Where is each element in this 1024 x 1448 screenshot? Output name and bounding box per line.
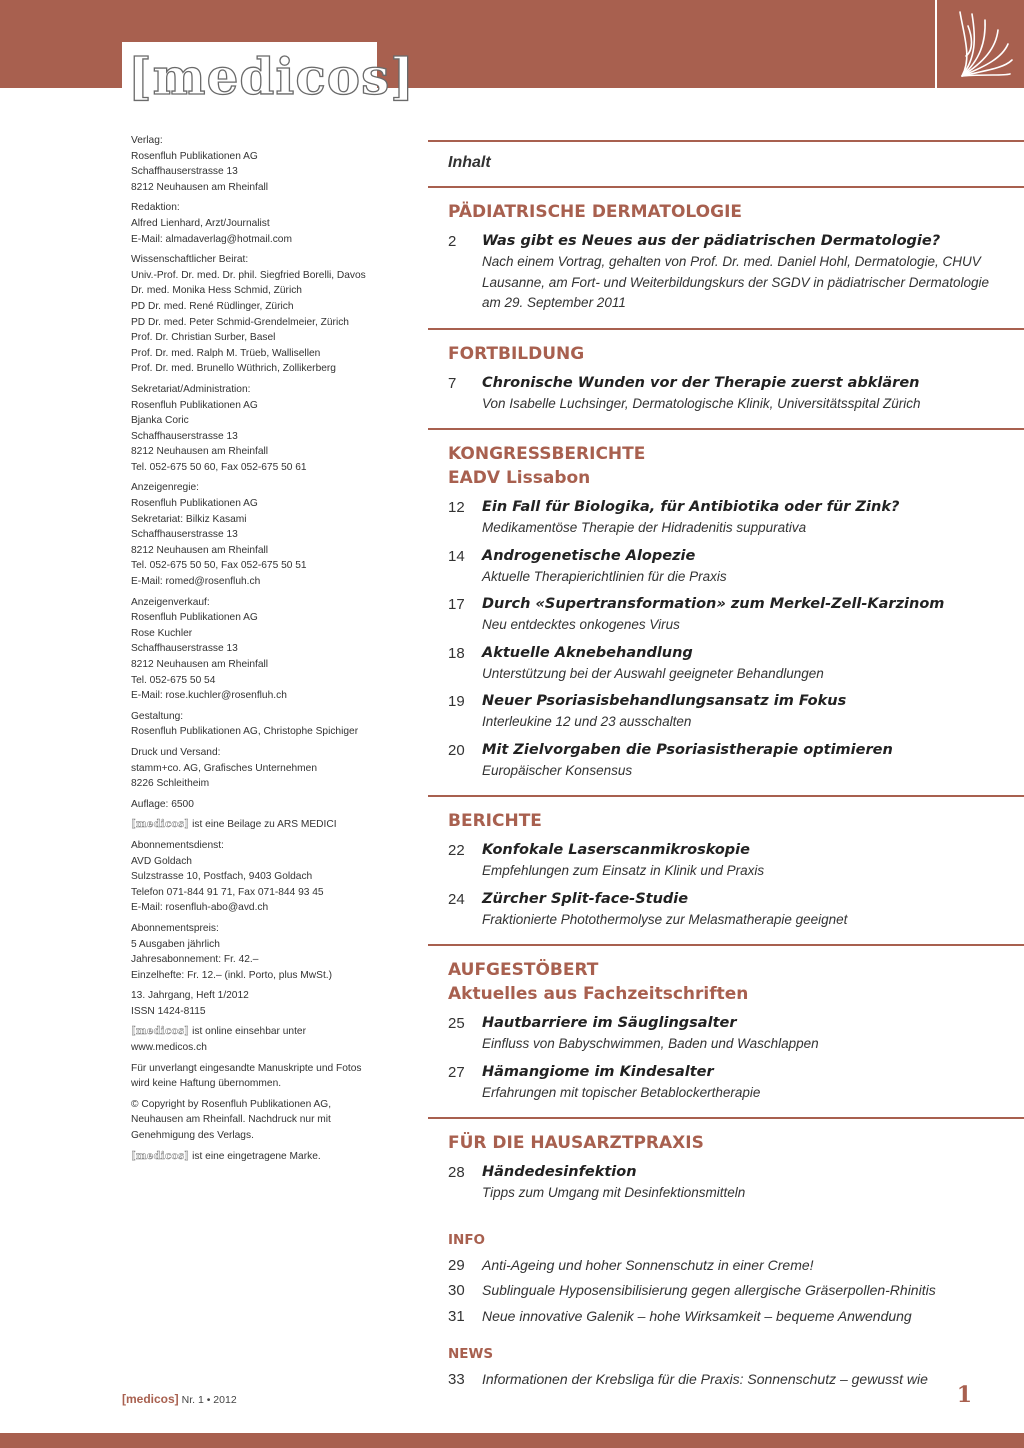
section-divider xyxy=(428,140,1024,142)
toc-section xyxy=(428,1119,1024,1218)
imprint-text: ist eine eingetragene Marke. xyxy=(192,1150,321,1162)
entry-title: Ein Fall für Biologika, für Antibiotika oder für Zink? xyxy=(482,499,900,515)
entry-page-number: 2 xyxy=(448,233,457,250)
toc-entry xyxy=(428,740,1024,782)
imprint-line: Neuhausen am Rheinfall. Nachdruck nur mit xyxy=(131,1114,331,1126)
imprint-line: Prof. Dr. med. Brunello Wüthrich, Zollikerberg xyxy=(131,363,336,375)
section-title: FÜR DIE HAUSARZTPRAXIS xyxy=(448,1133,704,1153)
entry-page-number: 22 xyxy=(448,842,465,859)
imprint-line: Bjanka Coric xyxy=(131,415,189,427)
info-section xyxy=(428,1218,1024,1327)
entry-page-number: 31 xyxy=(448,1307,465,1325)
medicos-logo: [medicos] xyxy=(128,47,415,106)
imprint-line: E-Mail: romed@rosenfluh.ch xyxy=(131,576,261,588)
imprint-line: Univ.-Prof. Dr. med. Dr. phil. Siegfried Borelli, Davos xyxy=(131,269,366,281)
entry-page-number: 12 xyxy=(448,499,465,516)
imprint-block xyxy=(131,797,391,813)
imprint-line: Schaffhauserstrasse 13 xyxy=(131,529,238,541)
entry-subtitle: Unterstützung bei der Auswahl geeigneter Behandlungen xyxy=(482,665,824,681)
imprint-line: Sekretariat: Bilkiz Kasami xyxy=(131,513,247,525)
imprint-block xyxy=(131,1097,391,1144)
imprint-block xyxy=(131,382,391,476)
news-title: NEWS xyxy=(448,1346,494,1362)
entry-page-number: 14 xyxy=(448,547,465,565)
imprint-block xyxy=(131,133,391,195)
toc-section xyxy=(428,946,1024,1117)
imprint-logo-line xyxy=(131,1024,391,1040)
table-of-contents xyxy=(428,140,1024,1390)
imprint-line: 5 Ausgaben jährlich xyxy=(131,938,220,950)
entry-page-number: 19 xyxy=(448,693,465,710)
toc-entry xyxy=(428,594,1024,636)
imprint-logo-line xyxy=(131,1149,391,1165)
entry-title: Aktuelle Aknebehandlung xyxy=(482,644,693,661)
entry-subtitle: Aktuelle Therapierichtlinien für die Praxis xyxy=(482,568,727,584)
entry-page-number: 29 xyxy=(448,1256,465,1274)
imprint-line: Anzeigenverkauf: xyxy=(131,596,210,608)
imprint-line: Einzelhefte: Fr. 12.– (inkl. Porto, plus MwSt.) xyxy=(131,969,332,981)
imprint-line: Wissenschaftlicher Beirat: xyxy=(131,254,249,266)
toc-entry xyxy=(428,840,1024,882)
entry-page-number: 18 xyxy=(448,644,465,662)
entry-page-number: 20 xyxy=(448,741,465,759)
imprint-line: 8212 Neuhausen am Rheinfall xyxy=(131,659,269,670)
toc-entry xyxy=(428,546,1024,588)
imprint-line: Prof. Dr. med. Ralph M. Trüeb, Wallisellen xyxy=(131,347,321,359)
imprint-line: Schaffhauserstrasse 13 xyxy=(131,166,238,178)
info-title: INFO xyxy=(448,1231,486,1248)
toc-entry xyxy=(428,373,1024,415)
entry-subtitle: Einfluss von Babyschwimmen, Baden und Waschlappen xyxy=(482,1036,819,1051)
info-entry xyxy=(428,1255,1024,1276)
imprint-line: Sekretariat/Administration: xyxy=(131,383,251,395)
entry-subtitle: Europäischer Konsensus xyxy=(482,762,633,778)
imprint-block xyxy=(131,252,391,377)
imprint-column xyxy=(131,133,391,1169)
section-title: BERICHTE xyxy=(448,811,542,831)
imprint-line: PD Dr. med. René Rüdlinger, Zürich xyxy=(131,300,294,312)
imprint-line: Tel. 052-675 50 50, Fax 052-675 50 51 xyxy=(131,560,307,572)
imprint-line: Abonnementsdienst: xyxy=(131,839,224,851)
imprint-block xyxy=(131,200,391,247)
imprint-line: Alfred Lienhard, Arzt/Journalist xyxy=(131,217,270,229)
entry-title: Chronische Wunden vor der Therapie zuerst abklären xyxy=(482,374,920,391)
footer xyxy=(122,1392,237,1406)
fan-emblem-icon xyxy=(952,6,1014,82)
entry-title: Neuer Psoriasisbehandlungsansatz im Fokus xyxy=(482,693,847,709)
logo-box xyxy=(122,42,415,112)
imprint-line: Auflage: 6500 xyxy=(131,798,194,810)
entry-subtitle: Tipps zum Umgang mit Desinfektionsmitteln xyxy=(482,1185,746,1200)
imprint-block xyxy=(131,921,391,983)
entry-text: Informationen der Krebsliga für die Praxis: Sonnenschutz – gewusst wie xyxy=(482,1371,928,1387)
imprint-line: 8212 Neuhausen am Rheinfall xyxy=(131,181,269,193)
entry-subtitle: Neu entdecktes onkogenes Virus xyxy=(482,617,680,632)
imprint-line: E-Mail: rose.kuchler@rosenfluh.ch xyxy=(131,690,287,702)
imprint-line: Rose Kuchler xyxy=(131,627,193,639)
imprint-block xyxy=(131,1149,391,1165)
entry-title: Was gibt es Neues aus der pädiatrischen Dermatologie? xyxy=(482,233,941,249)
imprint-block xyxy=(131,988,391,1019)
news-entry xyxy=(428,1369,1024,1390)
entry-page-number: 7 xyxy=(448,374,457,392)
entry-title: Hautbarriere im Säuglingsalter xyxy=(482,1015,737,1031)
entry-subtitle: Medikamentöse Therapie der Hidradenitis suppurativa xyxy=(482,520,807,535)
imprint-line: Tel. 052-675 50 54 xyxy=(131,674,216,686)
imprint-line: 8226 Schleitheim xyxy=(131,778,210,790)
mini-medicos-logo: [medicos] xyxy=(131,819,190,831)
imprint-line: PD Dr. med. Peter Schmid-Grendelmeier, Zürich xyxy=(131,316,349,328)
imprint-line: Abonnementspreis: xyxy=(131,922,219,934)
imprint-block xyxy=(131,595,391,704)
entry-text: Anti-Ageing und hoher Sonnenschutz in einer Creme! xyxy=(482,1256,814,1273)
imprint-block xyxy=(131,480,391,589)
section-title: Aktuelles aus Fachzeitschriften xyxy=(448,984,749,1004)
section-title: FORTBILDUNG xyxy=(448,343,585,364)
entry-page-number: 33 xyxy=(448,1371,465,1388)
imprint-block xyxy=(131,838,391,916)
news-section xyxy=(428,1326,1024,1390)
imprint-line: Gestaltung: xyxy=(131,710,184,722)
info-entry xyxy=(428,1306,1024,1327)
imprint-line: Genehmigung des Verlags. xyxy=(131,1130,254,1142)
imprint-line: Rosenfluh Publikationen AG xyxy=(131,399,258,411)
toc-entry xyxy=(428,497,1024,539)
imprint-line: © Copyright by Rosenfluh Publikationen AG, xyxy=(131,1098,332,1110)
entry-page-number: 24 xyxy=(448,890,465,908)
imprint-line: Druck und Versand: xyxy=(131,746,221,758)
imprint-line: Tel. 052-675 50 60, Fax 052-675 50 61 xyxy=(131,461,307,473)
imprint-line: Rosenfluh Publikationen AG, Christophe Spichiger xyxy=(131,726,359,738)
imprint-line: www.medicos.ch xyxy=(131,1042,207,1054)
toc-entry xyxy=(428,231,1024,314)
toc-section xyxy=(428,797,1024,944)
info-entry xyxy=(428,1280,1024,1301)
mini-medicos-logo: [medicos] xyxy=(131,1026,190,1038)
imprint-line: 8212 Neuhausen am Rheinfall xyxy=(131,544,269,556)
toc-entry xyxy=(428,691,1024,733)
entry-text: Sublinguale Hyposensibilisierung gegen allergische Gräserpollen-Rhinitis xyxy=(482,1282,936,1298)
imprint-text: ist eine Beilage zu ARS MEDICI xyxy=(192,819,337,831)
toc-entry xyxy=(428,889,1024,931)
imprint-line: wird keine Haftung übernommen. xyxy=(131,1078,282,1090)
entry-title: Zürcher Split-face-Studie xyxy=(482,890,689,907)
entry-title: Androgenetische Alopezie xyxy=(482,547,696,564)
imprint-line: Telefon 071-844 91 71, Fax 071-844 93 45 xyxy=(131,886,324,898)
imprint-line: E-Mail: rosenfluh-abo@avd.ch xyxy=(131,902,269,914)
entry-subtitle: Fraktionierte Photothermolyse zur Melasmatherapie geeignet xyxy=(482,911,848,927)
imprint-line: Rosenfluh Publikationen AG xyxy=(131,498,258,510)
section-title: PÄDIATRISCHE DERMATOLOGIE xyxy=(448,202,743,222)
imprint-line: Verlag: xyxy=(131,135,163,146)
entry-subtitle: Von Isabelle Luchsinger, Dermatologische Klinik, Universitätsspital Zürich xyxy=(482,395,921,411)
entry-title: Mit Zielvorgaben die Psoriasistherapie optimieren xyxy=(482,741,893,758)
toc-entry xyxy=(428,1062,1024,1104)
toc-section xyxy=(428,430,1024,795)
imprint-line: stamm+co. AG, Grafisches Unternehmen xyxy=(131,762,317,774)
imprint-line: Rosenfluh Publikationen AG xyxy=(131,612,258,624)
imprint-block xyxy=(131,745,391,792)
imprint-line: Sulzstrasse 10, Postfach, 9403 Goldach xyxy=(131,871,313,883)
toc-section xyxy=(428,330,1024,429)
entry-title: Konfokale Laserscanmikroskopie xyxy=(482,842,750,858)
imprint-line: AVD Goldach xyxy=(131,855,192,867)
toc-entry xyxy=(428,643,1024,685)
imprint-line: Für unverlangt eingesandte Manuskripte und Fotos xyxy=(131,1062,362,1074)
entry-page-number: 28 xyxy=(448,1164,465,1181)
imprint-line: 8212 Neuhausen am Rheinfall xyxy=(131,446,269,458)
page-number: 1 xyxy=(956,1382,972,1408)
entry-page-number: 25 xyxy=(448,1015,465,1032)
imprint-line: Jahresabonnement: Fr. 42.– xyxy=(131,954,259,966)
footer-bar xyxy=(0,1433,1024,1448)
section-title: KONGRESSBERICHTE xyxy=(448,444,646,464)
entry-title: Durch «Supertransformation» zum Merkel-Zell-Karzinom xyxy=(482,596,945,612)
entry-page-number: 17 xyxy=(448,596,465,613)
imprint-line: Prof. Dr. Christian Surber, Basel xyxy=(131,332,276,344)
header-divider xyxy=(935,0,937,88)
imprint-line: Redaktion: xyxy=(131,202,180,214)
entry-page-number: 30 xyxy=(448,1282,465,1299)
entry-title: Händedesinfektion xyxy=(482,1164,637,1180)
toc-entry xyxy=(428,1013,1024,1055)
imprint-block xyxy=(131,817,391,833)
imprint-line: Schaffhauserstrasse 13 xyxy=(131,643,238,655)
imprint-line: Dr. med. Monika Hess Schmid, Zürich xyxy=(131,285,302,297)
mini-medicos-logo: [medicos] xyxy=(131,1150,190,1162)
entry-subtitle: Interleukine 12 und 23 ausschalten xyxy=(482,714,692,729)
entry-subtitle: Nach einem Vortrag, gehalten von Prof. Dr. med. Daniel Hohl, Dermatologie, CHUV Lausanne, am Fort- und Weiterbildungskurs der SGDV in pädiatrischer Dermatologie am 29. September 2011 xyxy=(482,254,989,310)
entry-page-number: 27 xyxy=(448,1063,465,1081)
entry-subtitle: Erfahrungen mit topischer Betablockertherapie xyxy=(482,1084,761,1100)
entry-title: Hämangiome im Kindesalter xyxy=(482,1063,714,1080)
section-title: EADV Lissabon xyxy=(448,468,591,488)
imprint-line: Anzeigenregie: xyxy=(131,482,199,494)
toc-section xyxy=(428,188,1024,328)
entry-subtitle: Empfehlungen zum Einsatz in Klinik und Praxis xyxy=(482,863,765,878)
imprint-line: E-Mail: almadaverlag@hotmail.com xyxy=(131,233,292,245)
imprint-line: ISSN 1424-8115 xyxy=(131,1005,206,1017)
imprint-block xyxy=(131,709,391,740)
imprint-line: 13. Jahrgang, Heft 1/2012 xyxy=(131,990,249,1002)
entry-text: Neue innovative Galenik – hohe Wirksamkeit – bequeme Anwendung xyxy=(482,1307,912,1324)
imprint-block xyxy=(131,1024,391,1055)
imprint-line: Rosenfluh Publikationen AG xyxy=(131,150,258,162)
imprint-block xyxy=(131,1061,391,1092)
imprint-line: Schaffhauserstrasse 13 xyxy=(131,430,238,442)
footer-brand: [medicos] xyxy=(122,1392,179,1406)
footer-issue: Nr. 1 • 2012 xyxy=(181,1394,237,1406)
imprint-logo-line xyxy=(131,817,391,833)
toc-heading: Inhalt xyxy=(448,154,491,171)
imprint-text: ist online einsehbar unter xyxy=(192,1026,306,1038)
toc-entry xyxy=(428,1162,1024,1204)
section-title: AUFGESTÖBERT xyxy=(448,960,599,980)
